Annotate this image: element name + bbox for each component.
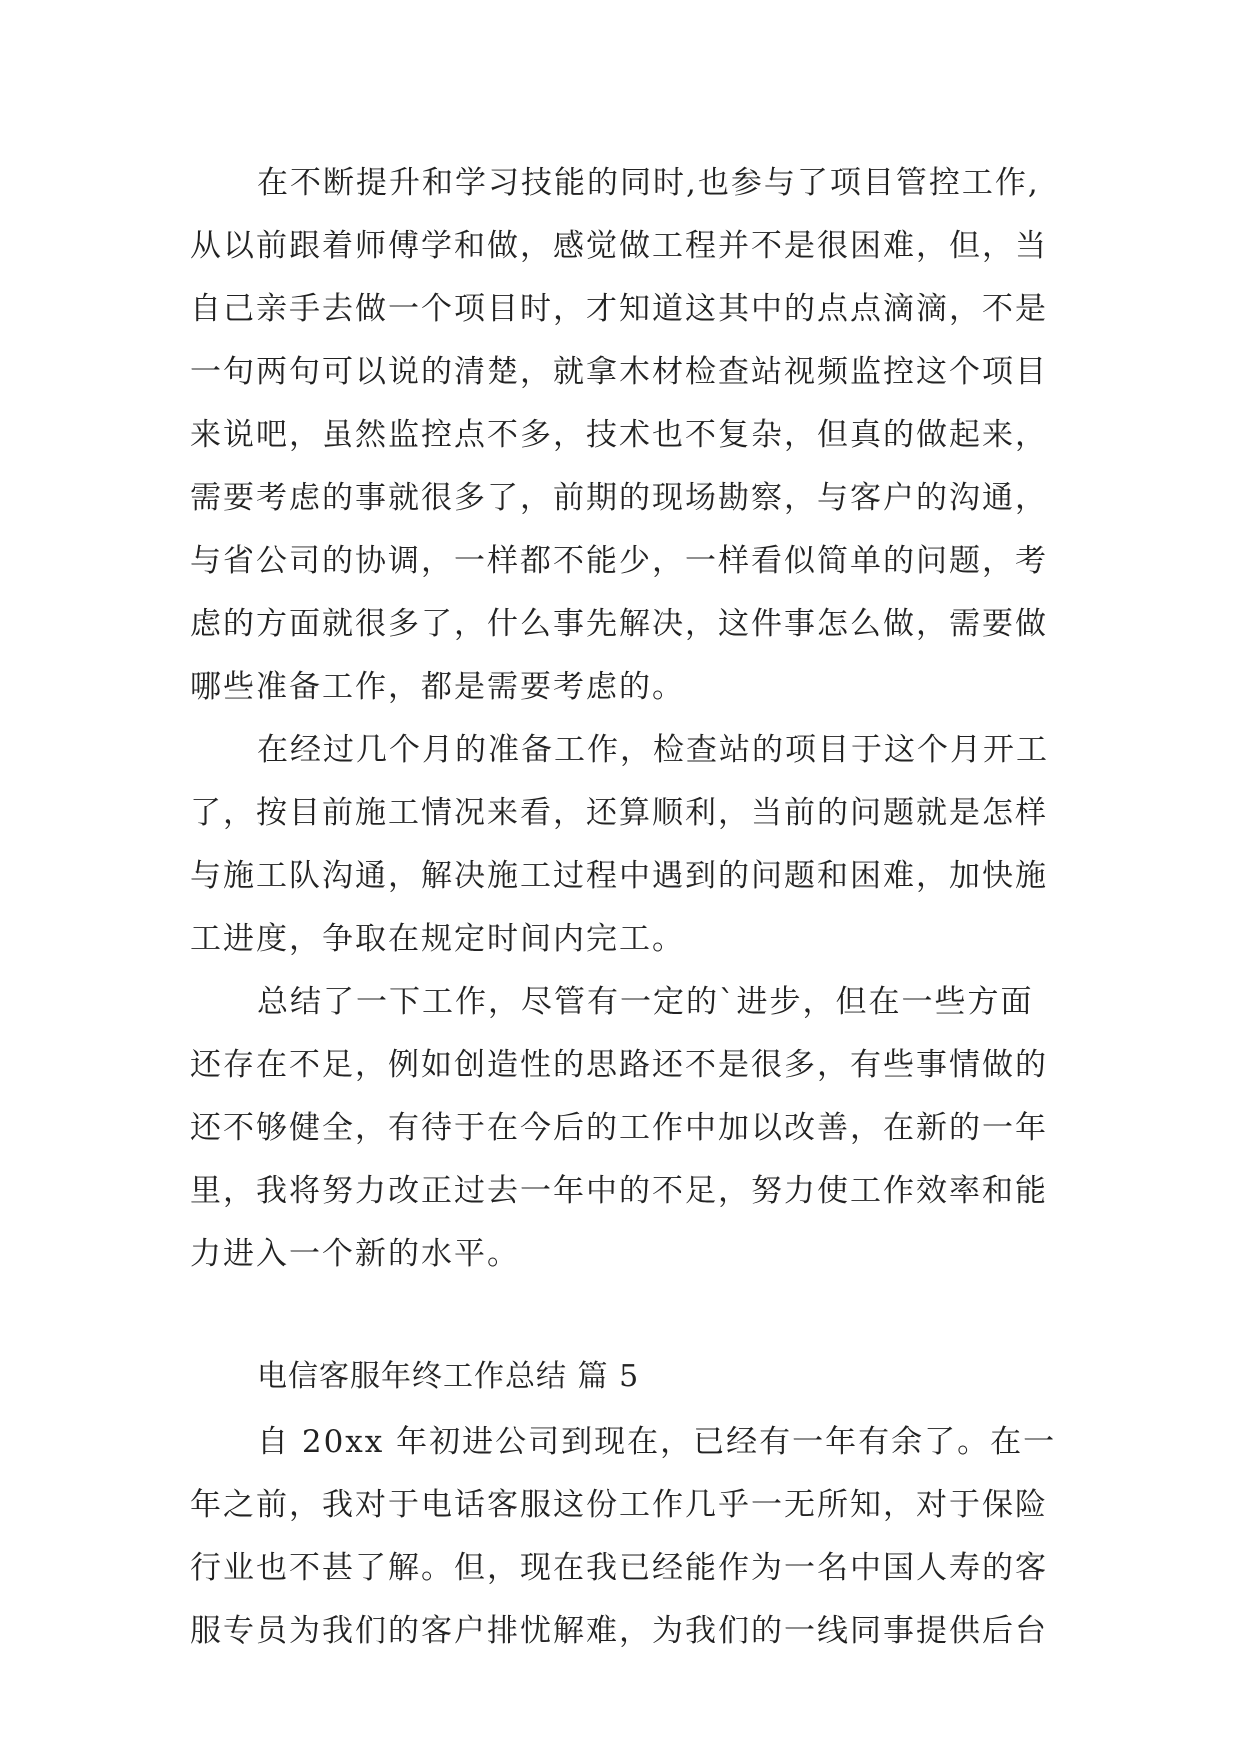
paragraph-2-line-4: 工进度，争取在规定时间内完工。	[190, 921, 685, 957]
paragraph-1-line-2: 从以前跟着师傅学和做，感觉做工程并不是很困难，但，当	[190, 228, 1048, 264]
paragraph-1-line-7: 与省公司的协调，一样都不能少，一样看似简单的问题，考	[190, 543, 1048, 579]
section-paragraph-line-3: 行业也不甚了解。但，现在我已经能作为一名中国人寿的客	[190, 1550, 1048, 1586]
paragraph-1-line-5: 来说吧，虽然监控点不多，技术也不复杂，但真的做起来，	[190, 417, 1048, 453]
paragraph-3-line-3: 还不够健全，有待于在今后的工作中加以改善，在新的一年	[190, 1110, 1048, 1146]
paragraph-2-line-1: 在经过几个月的准备工作，检查站的项目于这个月开工	[257, 732, 1049, 768]
paragraph-1-line-3: 自己亲手去做一个项目时，才知道这其中的点点滴滴，不是	[190, 291, 1048, 327]
paragraph-1-line-8: 虑的方面就很多了，什么事先解决，这件事怎么做，需要做	[190, 606, 1048, 642]
paragraph-3-line-4: 里，我将努力改正过去一年中的不足，努力使工作效率和能	[190, 1173, 1048, 1209]
paragraph-1-line-6: 需要考虑的事就很多了，前期的现场勘察，与客户的沟通，	[190, 480, 1048, 516]
paragraph-1-line-9: 哪些准备工作，都是需要考虑的。	[190, 669, 685, 705]
section-heading: 电信客服年终工作总结 篇 5	[257, 1359, 640, 1394]
section-paragraph-line-1: 自 20xx 年初进公司到现在，已经有一年有余了。在一	[257, 1424, 1057, 1460]
paragraph-3-line-5: 力进入一个新的水平。	[190, 1236, 520, 1272]
paragraph-1-line-1: 在不断提升和学习技能的同时,也参与了项目管控工作,	[257, 165, 1040, 201]
paragraph-3-line-2: 还存在不足，例如创造性的思路还不是很多，有些事情做的	[190, 1047, 1048, 1083]
section-paragraph-line-4: 服专员为我们的客户排忧解难，为我们的一线同事提供后台	[190, 1613, 1048, 1649]
paragraph-2-line-2: 了，按目前施工情况来看，还算顺利，当前的问题就是怎样	[190, 795, 1048, 831]
section-paragraph-line-2: 年之前，我对于电话客服这份工作几乎一无所知，对于保险	[190, 1487, 1048, 1523]
paragraph-1-line-4: 一句两句可以说的清楚，就拿木材检查站视频监控这个项目	[190, 354, 1048, 390]
paragraph-2-line-3: 与施工队沟通，解决施工过程中遇到的问题和困难，加快施	[190, 858, 1048, 894]
paragraph-3-line-1: 总结了一下工作，尽管有一定的`进步，但在一些方面	[257, 984, 1034, 1020]
